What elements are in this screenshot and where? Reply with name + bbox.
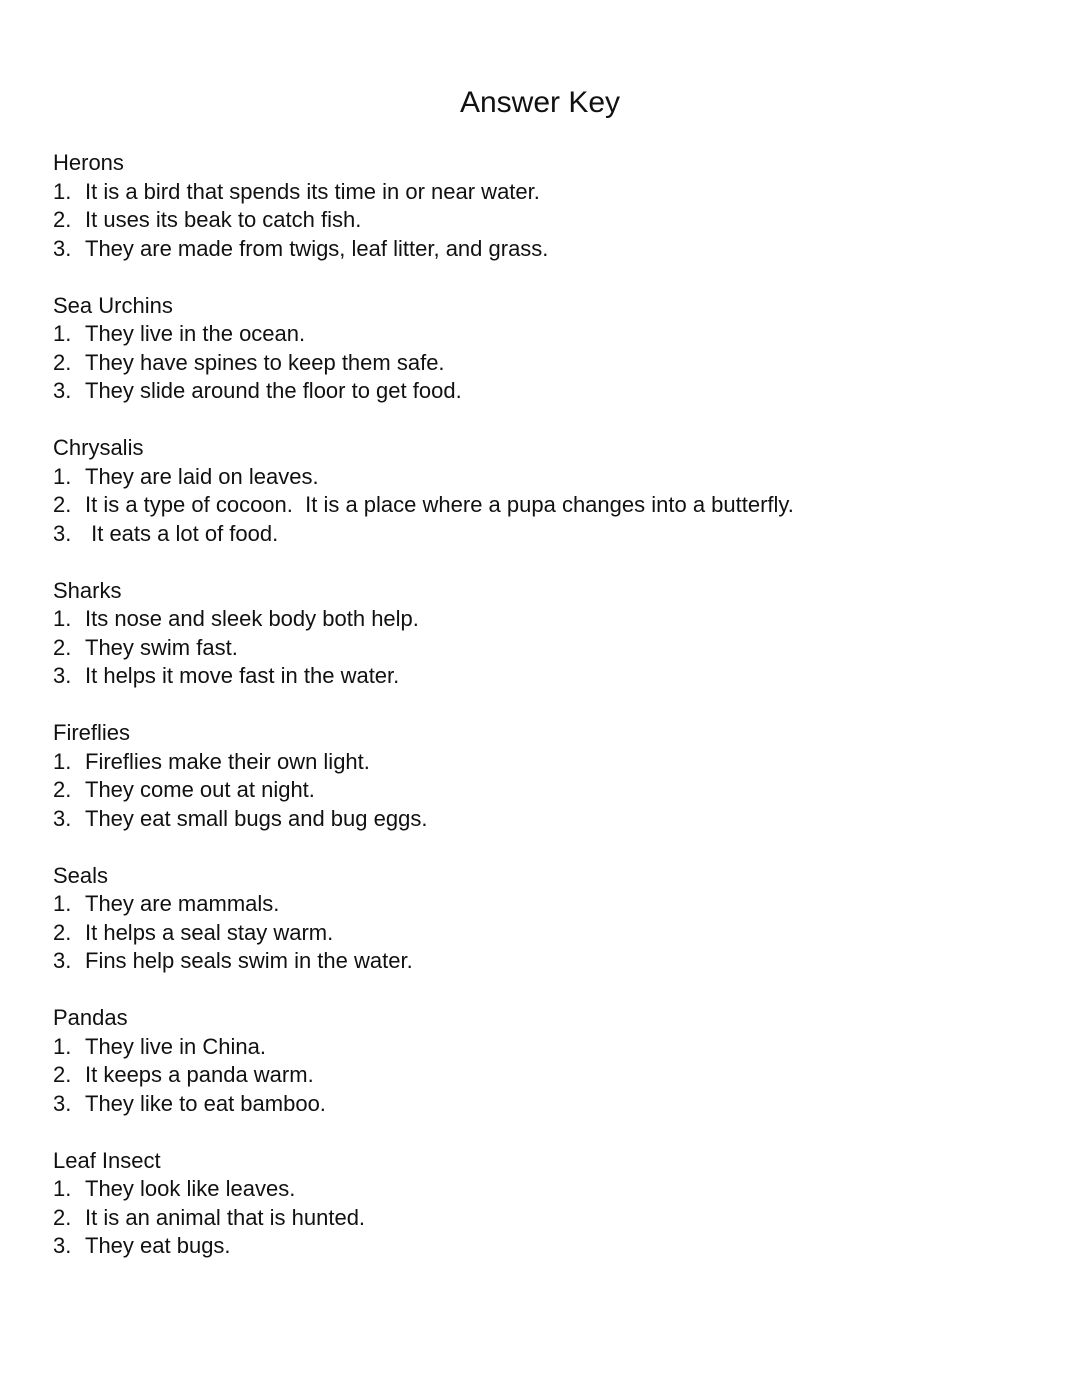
answer-item	[53, 605, 1033, 634]
answer-number: 1.	[53, 178, 72, 204]
answer-text: They look like leaves.	[85, 1176, 296, 1201]
answer-item	[53, 748, 1033, 777]
answer-item	[53, 491, 1033, 520]
answer-number: 3.	[53, 948, 72, 973]
answer-number: 1.	[53, 748, 72, 774]
answer-text: It is a type of cocoon. It is a place where a pupa changes into a butterfly.	[85, 492, 794, 517]
answer-item	[53, 235, 1033, 264]
answer-text: They like to eat bamboo.	[85, 1090, 326, 1116]
answer-text: It eats a lot of food.	[85, 520, 279, 546]
answer-text: Fins help seals swim in the water.	[85, 948, 413, 973]
answer-text: Its nose and sleek body both help.	[85, 606, 419, 631]
section-heading: Seals	[53, 862, 109, 888]
answer-number: 1.	[53, 1176, 72, 1201]
answer-item	[53, 919, 1033, 948]
answer-number: 3.	[53, 520, 72, 546]
answer-item	[53, 377, 1033, 406]
answer-number: 2.	[53, 207, 72, 232]
answer-text: They live in China.	[85, 1033, 266, 1059]
answer-item	[53, 206, 1033, 235]
answer-item	[53, 1175, 1033, 1204]
answer-item	[53, 890, 1033, 919]
answer-text: They are made from twigs, leaf litter, and grass.	[85, 235, 549, 261]
answer-text: It helps a seal stay warm.	[85, 919, 334, 945]
answer-text: They swim fast.	[85, 634, 238, 660]
answer-number: 3.	[53, 1233, 72, 1258]
answer-item	[53, 349, 1033, 378]
answer-number: 1.	[53, 606, 72, 631]
answer-text: They live in the ocean.	[85, 321, 306, 346]
answer-text: It helps it move fast in the water.	[85, 663, 400, 688]
answer-item	[53, 178, 1033, 207]
answer-text: They are laid on leaves.	[85, 463, 319, 489]
answer-text: They come out at night.	[85, 777, 315, 802]
answer-item	[53, 662, 1033, 691]
section-heading: Leaf Insect	[53, 1147, 161, 1173]
answer-text: They slide around the floor to get food.	[85, 378, 462, 403]
answer-text: They eat small bugs and bug eggs.	[85, 805, 428, 831]
answer-item	[53, 463, 1033, 492]
answer-item	[53, 320, 1033, 349]
answer-text: It is an animal that is hunted.	[85, 1204, 366, 1230]
answer-number: 2.	[53, 777, 72, 802]
answer-number: 2.	[53, 349, 72, 375]
answer-text: It keeps a panda warm.	[85, 1062, 314, 1087]
answer-number: 2.	[53, 634, 72, 660]
answer-number: 3.	[53, 235, 72, 261]
answer-item	[53, 634, 1033, 663]
answer-text: It is a bird that spends its time in or near water.	[85, 178, 540, 204]
answer-number: 2.	[53, 919, 72, 945]
answer-number: 1.	[53, 463, 72, 489]
section-herons	[53, 149, 1033, 263]
answer-number: 3.	[53, 663, 72, 688]
answer-item	[53, 1090, 1033, 1119]
section-sharks	[53, 577, 1033, 691]
answer-number: 1.	[53, 321, 72, 346]
answer-number: 1.	[53, 1033, 72, 1059]
section-heading: Sea Urchins	[53, 292, 173, 318]
section-fireflies	[53, 719, 1033, 833]
section-leaf-insect	[53, 1147, 1033, 1261]
answer-item	[53, 1232, 1033, 1261]
section-sea-urchins	[53, 292, 1033, 406]
section-chrysalis	[53, 434, 1033, 548]
answer-number: 2.	[53, 1204, 72, 1230]
answer-item	[53, 1061, 1033, 1090]
answer-number: 2.	[53, 1062, 72, 1087]
answer-text: They eat bugs.	[85, 1233, 231, 1258]
answer-text: They are mammals.	[85, 891, 280, 916]
answer-number: 3.	[53, 805, 72, 831]
answer-text: They have spines to keep them safe.	[85, 349, 445, 375]
section-heading: Fireflies	[53, 720, 131, 745]
answer-number: 3.	[53, 1090, 72, 1116]
answer-item	[53, 947, 1033, 976]
answer-item	[53, 520, 1033, 549]
answer-number: 2.	[53, 492, 72, 517]
answer-item	[53, 776, 1033, 805]
answer-number: 1.	[53, 891, 72, 916]
section-heading: Pandas	[53, 1005, 128, 1030]
page-title: Answer Key	[459, 86, 621, 119]
answer-text: Fireflies make their own light.	[85, 748, 370, 774]
answer-item	[53, 805, 1033, 834]
section-seals	[53, 862, 1033, 976]
section-heading: Chrysalis	[53, 435, 144, 460]
answer-item	[53, 1204, 1033, 1233]
answer-item	[53, 1033, 1033, 1062]
section-pandas	[53, 1004, 1033, 1118]
answer-sections	[53, 149, 1033, 1289]
answer-text: It uses its beak to catch fish.	[85, 207, 362, 232]
section-heading: Sharks	[53, 577, 122, 603]
section-heading: Herons	[53, 150, 124, 175]
answer-number: 3.	[53, 378, 72, 403]
